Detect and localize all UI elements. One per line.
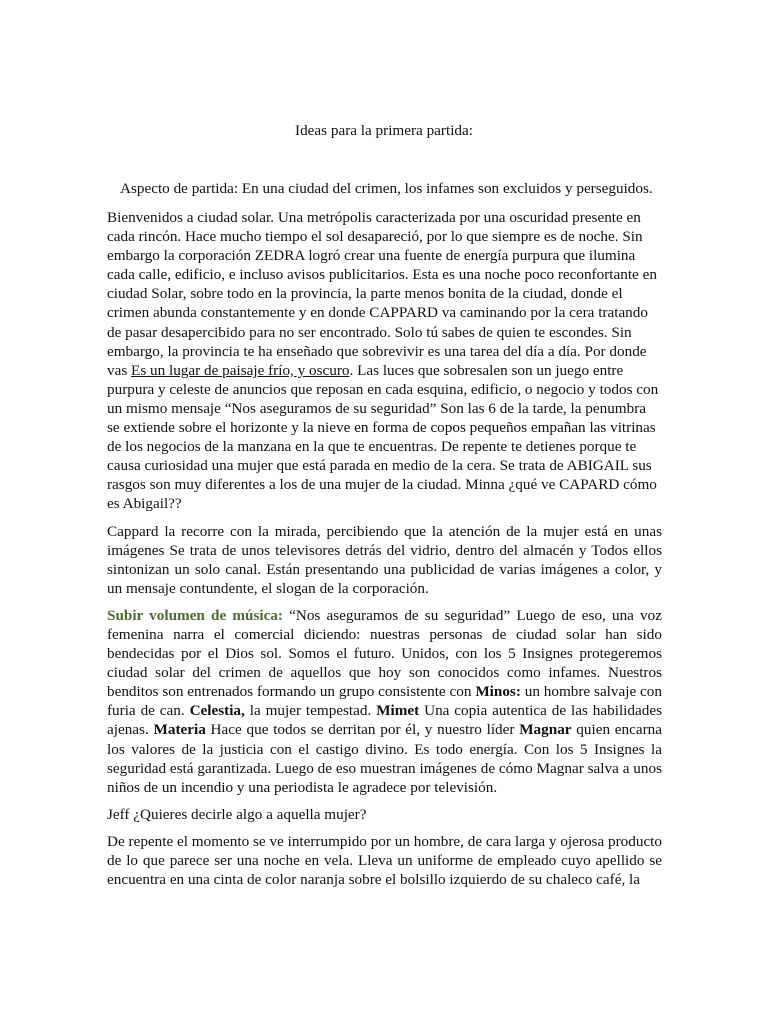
intro-text-continued: . Las luces que sobresalen son un juego entre purpura y celeste de anuncios que reposan en cada esquina, edificio, o negocio y todos con un mismo mensaje “Nos aseguramos de su seguridad” Son las 6 de la tarde, la penumbra se extiende sobre el horizonte y la nieve en forma de copos pequeños empañan las vitrinas de los negocios de la manzana en la que te encuentras. De repente te detienes porque te causa curiosidad una mujer que está parada en medio de la cera. Se trata de ABIGAIL sus rasgos son muy diferentes a los de una mujer de la ciudad. Minna ¿qué ve CAPARD cómo es Abigail?? — [107, 361, 659, 513]
commercial-text: un hombre salvaje con furia de can. — [107, 683, 662, 720]
name-materia: Materia — [153, 721, 206, 739]
commercial-text: Hace que todos se derritan por él, y nuestro líder — [205, 721, 520, 739]
name-celestia: Celestia, — [189, 702, 245, 720]
paragraph-interruption: De repente el momento se ve interrumpido por un hombre, de cara larga y ojerosa producto de lo que parece ser una noche en vela. Lleva un uniforme de empleado cuyo apellido se encuentra en una cinta de color naranja sobre el bolsillo izquierdo de su chaleco café, la — [107, 832, 662, 889]
document-title: Ideas para la primera partida: — [295, 122, 473, 139]
commercial-text: quien encarna los valores de la justicia con el castigo divino. Es todo energía. Con los 5 Insignes la seguridad está garantizada. Luego de eso muestran imágenes de cómo Magnar salva a unos niños de un incendio y una periodista le agradece por televisión. — [107, 721, 663, 796]
intro-text: Bienvenidos a ciudad solar. Una metrópolis caracterizada por una oscuridad presente en cada rincón. Hace mucho tiempo el sol desapareció, por lo que siempre es de noche. Sin embargo la corporación ZEDRA logró crear una fuente de energía purpura que ilumina cada calle, edificio, e incluso avisos publicitarios. Esta es una noche poco reconfortante en ciudad Solar, sobre todo en la provincia, la parte menos bonita de la ciudad, donde el crimen abunda constantemente y en donde CAPPARD va caminando por la cera tratando de pasar desapercibido para no ser encontrado. Solo tú sabes de quien te escondes. Sin embargo, la provincia te ha enseñado que sobrevivir es una tarea del día a día. Por donde vas — [107, 209, 657, 379]
commercial-text: la mujer tempestad. — [244, 702, 377, 720]
name-magnar: Magnar — [519, 721, 572, 739]
name-minos: Minos: — [475, 683, 521, 701]
paragraph-jeff: Jeff ¿Quieres decirle algo a aquella mujer? — [107, 805, 367, 823]
paragraph-cappard: Cappard la recorre con la mirada, percibiendo que la atención de la mujer está en unas imágenes Se trata de unos televisores detrás del vidrio, dentro del almacén y Todos ellos sintonizan un solo canal. Están presentando una publicidad de varias imágenes a color, y un mensaje contundente, el slogan de la corporación. — [107, 522, 662, 597]
paragraph-intro — [107, 208, 662, 514]
paragraph-commercial — [107, 606, 662, 797]
aspect-line: Aspecto de partida: En una ciudad del crimen, los infames son excluidos y perseguidos. — [120, 180, 653, 197]
commercial-text: Una copia autentica de las habilidades ajenas. — [107, 702, 662, 739]
document-body — [107, 208, 662, 897]
music-cue: Subir volumen de música: — [107, 606, 283, 624]
commercial-text: “Nos aseguramos de su seguridad” Luego de eso, una voz femenina narra el comercial diciendo: nuestras personas de ciudad solar han sido bendecidas por el Dios sol. Somos el futuro. Unidos, con los 5 Insignes protegeremos ciudad solar del crimen de aquellos que hoy son conocidos como infames. Nuestros benditos son entrenados formando un grupo consistente con — [107, 606, 662, 701]
underlined-phrase: Es un lugar de paisaje frío, y oscuro — [131, 361, 350, 379]
name-mimet: Mimet — [376, 702, 420, 720]
